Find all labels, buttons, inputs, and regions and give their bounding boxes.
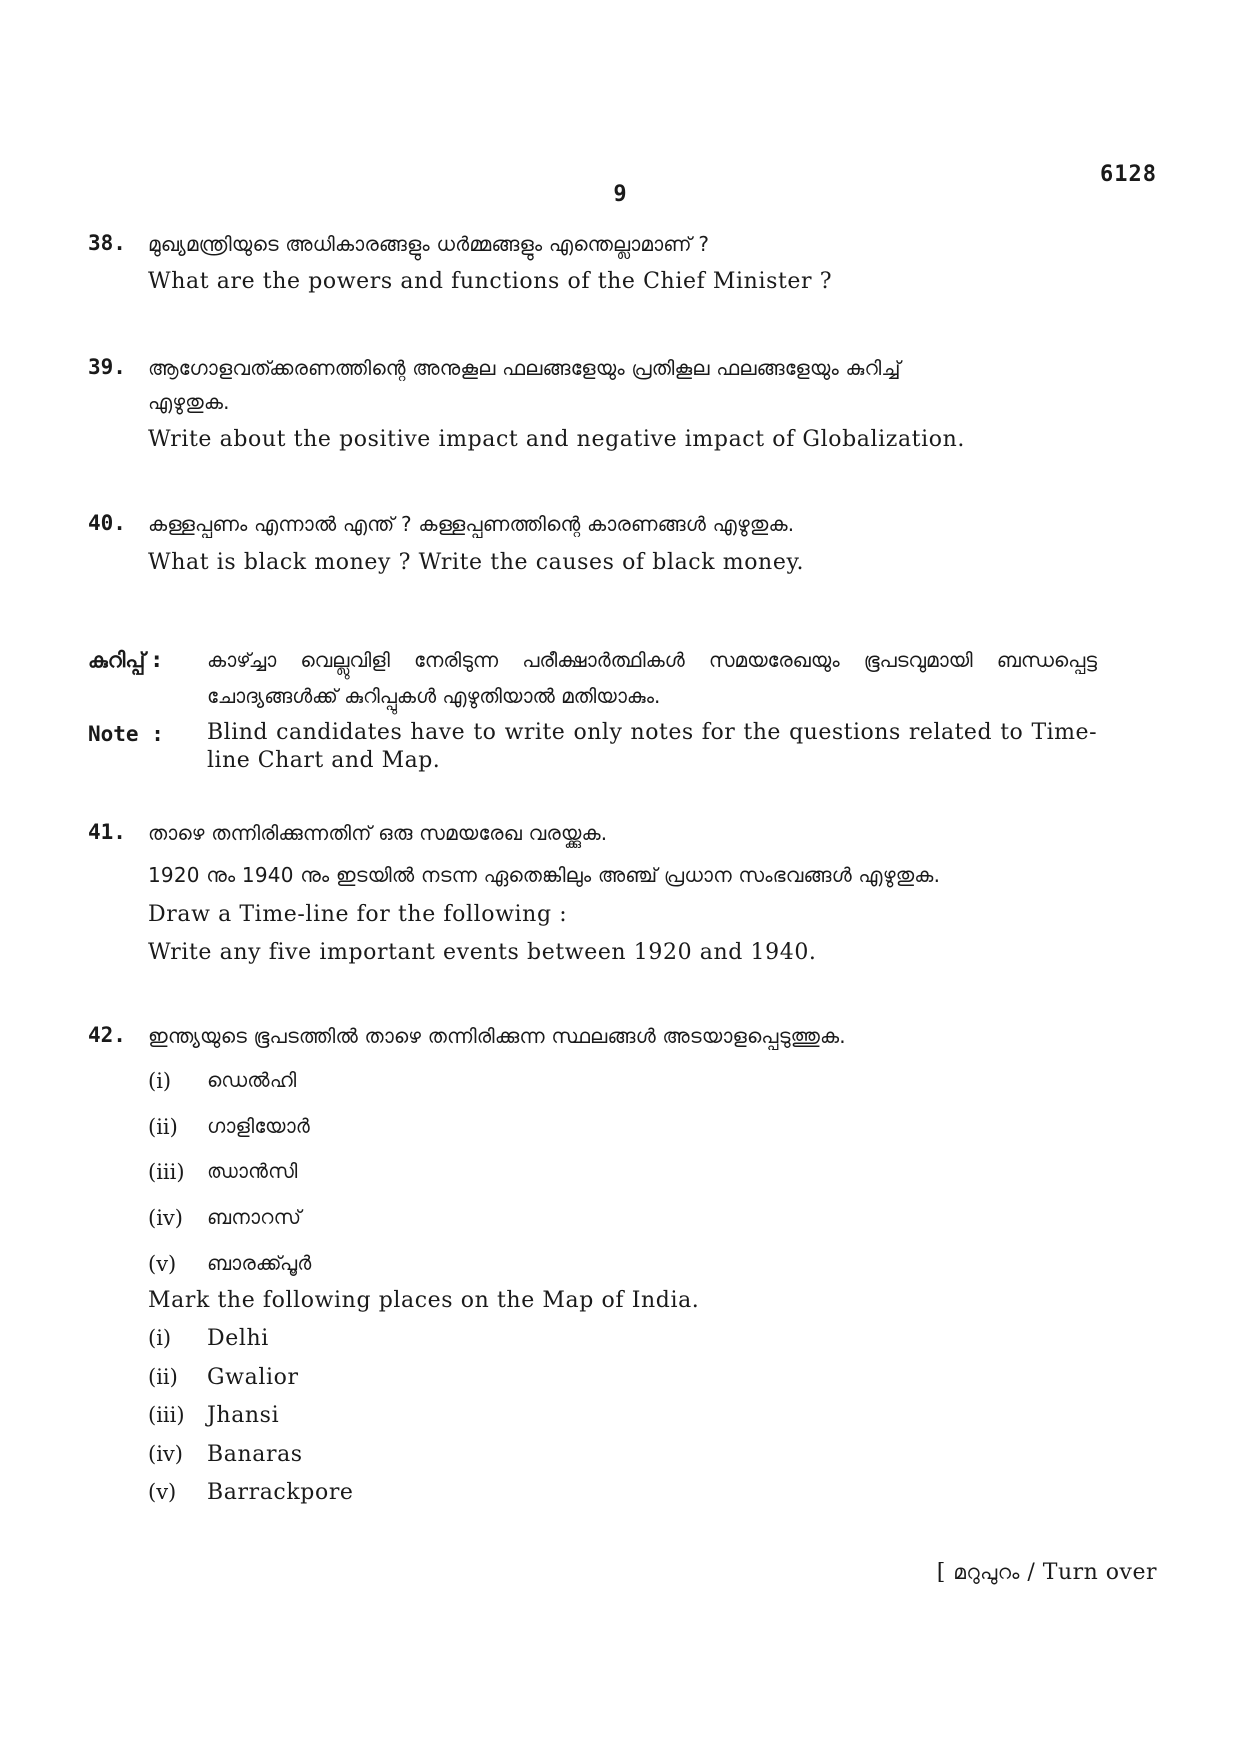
note-text-en: Blind candidates have to write only notes for the questions related to Time-line Chart and Map.	[207, 720, 1097, 773]
question-text-ml-line1: താഴെ തന്നിരിക്കുന്നതിന് ഒരു സമയരേഖ വരയ്ക്കുക.	[148, 821, 608, 845]
list-item-roman: (iv)	[148, 1442, 183, 1466]
list-item: ബനാറസ്	[207, 1205, 302, 1229]
turn-over-en: Turn over	[1042, 1560, 1157, 1585]
question-text-en-line2: Write any five important events between 1920 and 1940.	[148, 940, 817, 965]
list-item-roman: (iv)	[148, 1206, 183, 1230]
list-item: ഗാളിയോർ	[207, 1114, 310, 1138]
question-number: 42.	[88, 1023, 126, 1047]
turn-over-separator: /	[1027, 1560, 1036, 1585]
list-item: ഝാൻസി	[207, 1159, 298, 1183]
note-label-en: Note :	[88, 722, 164, 746]
list-item-roman: (v)	[148, 1252, 177, 1276]
question-text-ml: മുഖ്യമന്ത്രിയുടെ അധികാരങ്ങളും ധർമ്മങ്ങളും എന്തെല്ലാമാണ് ?	[148, 232, 710, 256]
question-text-ml-line2: 1920 നും 1940 നും ഇടയിൽ നടന്ന ഏതെങ്കിലും അഞ്ച് പ്രധാന സംഭവങ്ങൾ എഴുതുക.	[148, 863, 941, 887]
paper-code: 6128	[1100, 162, 1157, 187]
list-item: ബാരക്ക്പൂർ	[207, 1251, 312, 1275]
page-number: 9	[613, 182, 627, 207]
turn-over-bracket: [	[936, 1560, 946, 1585]
list-item: Gwalior	[207, 1365, 299, 1390]
question-text-en: What are the powers and functions of the Chief Minister ?	[148, 269, 833, 294]
question-text-en: What is black money ? Write the causes of black money.	[148, 550, 805, 575]
list-item-roman: (ii)	[148, 1365, 178, 1389]
list-item: ഡെൽഹി	[207, 1068, 297, 1092]
question-number: 41.	[88, 820, 126, 844]
list-item: Banaras	[207, 1442, 303, 1467]
list-item-roman: (i)	[148, 1326, 172, 1350]
question-text-ml-line2: എഴുതുക.	[148, 390, 230, 414]
question-text-ml: ഇന്ത്യയുടെ ഭൂപടത്തിൽ താഴെ തന്നിരിക്കുന്ന സ്ഥലങ്ങൾ അടയാളപ്പെടുത്തുക.	[148, 1024, 846, 1048]
note-text-ml: കാഴ്ച്ചാ വെല്ലുവിളി നേരിടുന്ന പരീക്ഷാർത്ഥികൾ സമയരേഖയും ഭൂപടവുമായി ബന്ധപ്പെട്ട ചോദ്യങ്ങൾക്ക് കുറിപ്പുകൾ എഴുതിയാൽ മതിയാകും.	[207, 648, 1097, 708]
turn-over-ml: മറുപുറം	[953, 1560, 1020, 1584]
question-number: 38.	[88, 231, 126, 255]
list-item-roman: (i)	[148, 1069, 172, 1093]
question-number: 40.	[88, 511, 126, 535]
list-item-roman: (iii)	[148, 1403, 185, 1427]
note-label-ml: കുറിപ്പ് :	[88, 648, 161, 672]
list-item: Jhansi	[207, 1403, 280, 1428]
list-item: Delhi	[207, 1326, 269, 1351]
question-text-ml: കള്ളപ്പണം എന്നാൽ എന്ത് ? കള്ളപ്പണത്തിന്റെ കാരണങ്ങൾ എഴുതുക.	[148, 512, 795, 536]
question-text-en: Mark the following places on the Map of India.	[148, 1288, 700, 1313]
list-item-roman: (iii)	[148, 1160, 185, 1184]
turn-over-label	[937, 1560, 1157, 1585]
list-item: Barrackpore	[207, 1480, 354, 1505]
list-item-roman: (v)	[148, 1480, 177, 1504]
question-text-ml-line1: ആഗോളവത്ക്കരണത്തിന്റെ അനുകൂല ഫലങ്ങളേയും പ്രതികൂല ഫലങ്ങളേയും കുറിച്ച്	[148, 356, 901, 380]
list-item-roman: (ii)	[148, 1115, 178, 1139]
question-text-en-line1: Draw a Time-line for the following :	[148, 902, 568, 927]
question-text-en: Write about the positive impact and negative impact of Globalization.	[148, 427, 965, 452]
question-number: 39.	[88, 355, 126, 379]
